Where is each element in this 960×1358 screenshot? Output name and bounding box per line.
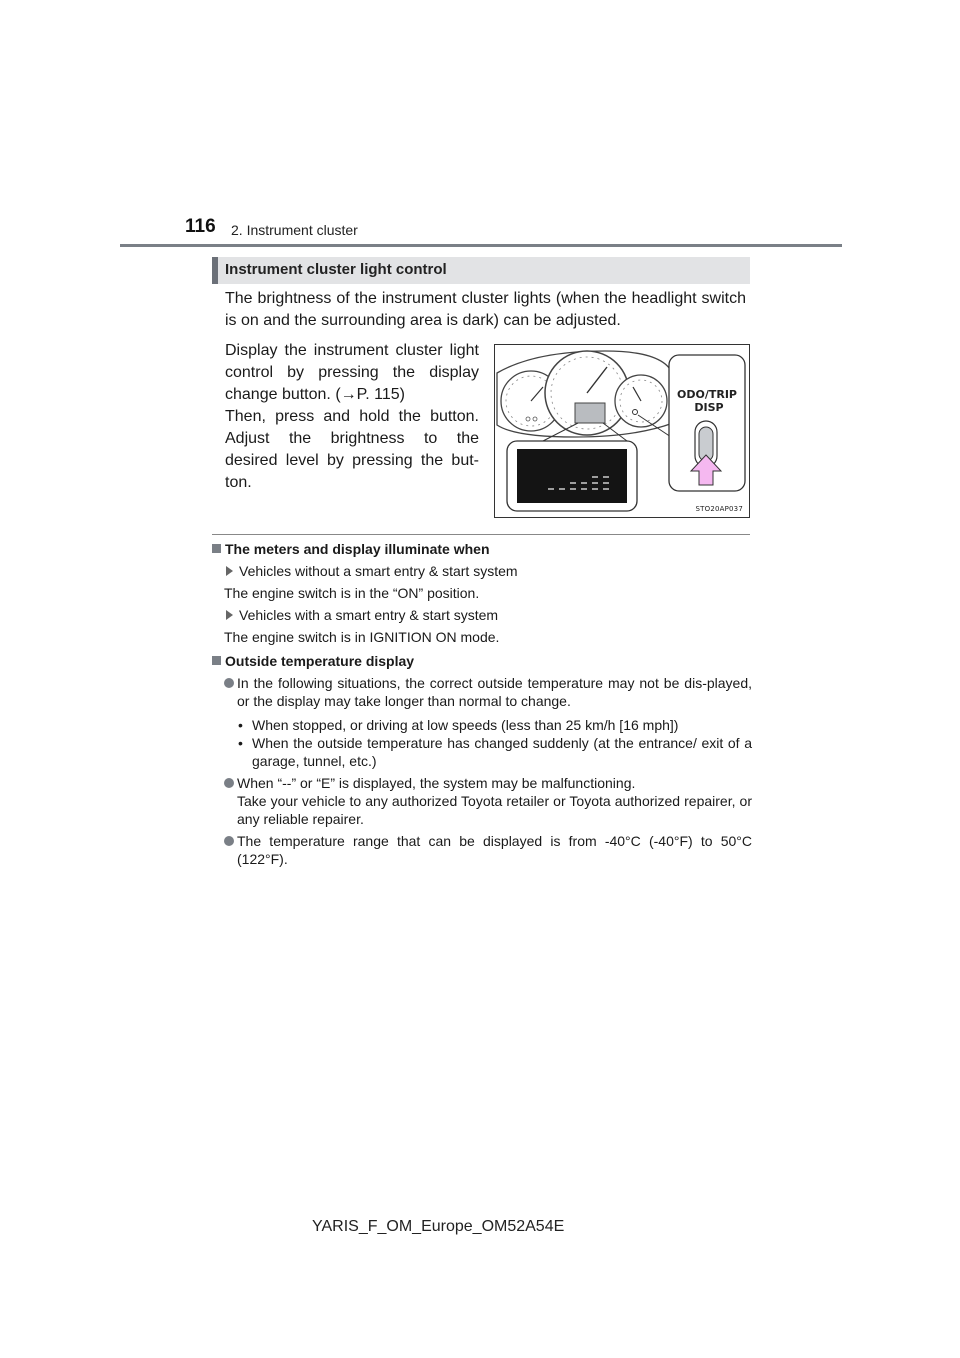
brightness-level-display bbox=[517, 449, 627, 503]
bullet-item bbox=[224, 774, 752, 828]
small-bullet-icon: • bbox=[238, 735, 243, 751]
steps-line: control by pressing the display bbox=[225, 364, 479, 381]
sub-item bbox=[238, 716, 752, 734]
sub-item-text: When stopped, or driving at low speeds (less than 25 km/h [16 mph]) bbox=[252, 717, 679, 733]
note-heading-text: Outside temperature display bbox=[225, 653, 415, 669]
condition-item bbox=[224, 606, 752, 624]
condition-text: The engine switch is in IGNITION ON mode. bbox=[224, 629, 500, 645]
bullet-text: Take your vehicle to any authorized Toyota retailer or Toyota authorized repairer, or any reliable repairer. bbox=[237, 793, 752, 827]
button-label-line1: ODO/TRIP bbox=[677, 388, 737, 401]
sub-list bbox=[238, 716, 752, 770]
circle-bullet-icon bbox=[224, 836, 234, 846]
square-bullet-icon bbox=[212, 544, 221, 553]
condition-item bbox=[224, 562, 752, 580]
note-heading bbox=[212, 540, 752, 558]
steps-line: desired level by pressing the but- bbox=[225, 452, 479, 469]
footer-doc-id: YARIS_F_OM_Europe_OM52A54E bbox=[312, 1218, 565, 1235]
page-number: 116 bbox=[185, 216, 216, 237]
steps-line: Then, press and hold the button. bbox=[225, 408, 479, 425]
triangle-bullet-icon bbox=[226, 610, 233, 620]
note-heading bbox=[212, 652, 752, 670]
chapter-title: 2. Instrument cluster bbox=[231, 222, 358, 238]
bullet-text: In the following situations, the correct outside temperature may not be dis-played, or the display may take longer than normal to change. bbox=[237, 675, 752, 709]
steps-line: change button. (→P. 115) bbox=[225, 386, 405, 403]
button-label-line2: DISP bbox=[694, 401, 724, 414]
steps-line: Adjust the brightness to the bbox=[225, 430, 479, 447]
cluster-illustration bbox=[495, 345, 750, 518]
section-heading-bar bbox=[212, 257, 750, 284]
header-rule bbox=[120, 244, 842, 247]
section-heading-accent bbox=[212, 257, 218, 284]
circle-bullet-icon bbox=[224, 778, 234, 788]
section-title: Instrument cluster light control bbox=[225, 261, 447, 278]
steps-line: Display the instrument cluster light bbox=[225, 342, 479, 359]
small-bullet-icon: • bbox=[238, 717, 243, 733]
multi-info-display bbox=[575, 403, 605, 423]
triangle-bullet-icon bbox=[226, 566, 233, 576]
condition-label: Vehicles without a smart entry & start system bbox=[239, 563, 518, 579]
sub-item-text: When the outside temperature has changed suddenly (at the entrance/ exit of a garage, tunnel, etc.) bbox=[252, 735, 752, 769]
sub-item bbox=[238, 734, 752, 770]
notes-section bbox=[212, 540, 752, 868]
notes-divider bbox=[212, 534, 750, 535]
condition-label: Vehicles with a smart entry & start system bbox=[239, 607, 499, 623]
bullet-item bbox=[224, 674, 752, 710]
bullet-text: When “--” or “E” is displayed, the system may be malfunctioning. bbox=[237, 775, 636, 791]
condition-text: The engine switch is in the “ON” position. bbox=[224, 585, 480, 601]
circle-bullet-icon bbox=[224, 678, 234, 688]
intro-paragraph: The brightness of the instrument cluster lights (when the headlight switch is on and the surrounding area is dark) can be adjusted. bbox=[225, 290, 746, 329]
bullet-item bbox=[224, 832, 752, 868]
note-heading-text: The meters and display illuminate when bbox=[225, 541, 490, 557]
steps-line: ton. bbox=[225, 474, 252, 491]
steps-paragraph bbox=[225, 340, 479, 494]
bullet-text: The temperature range that can be displayed is from -40°C (-40°F) to 50°C (122°F). bbox=[237, 833, 752, 867]
display-change-button-small bbox=[633, 410, 638, 415]
figure-code: STO20AP037 bbox=[695, 505, 743, 513]
instrument-cluster-figure bbox=[494, 344, 750, 518]
square-bullet-icon bbox=[212, 656, 221, 665]
